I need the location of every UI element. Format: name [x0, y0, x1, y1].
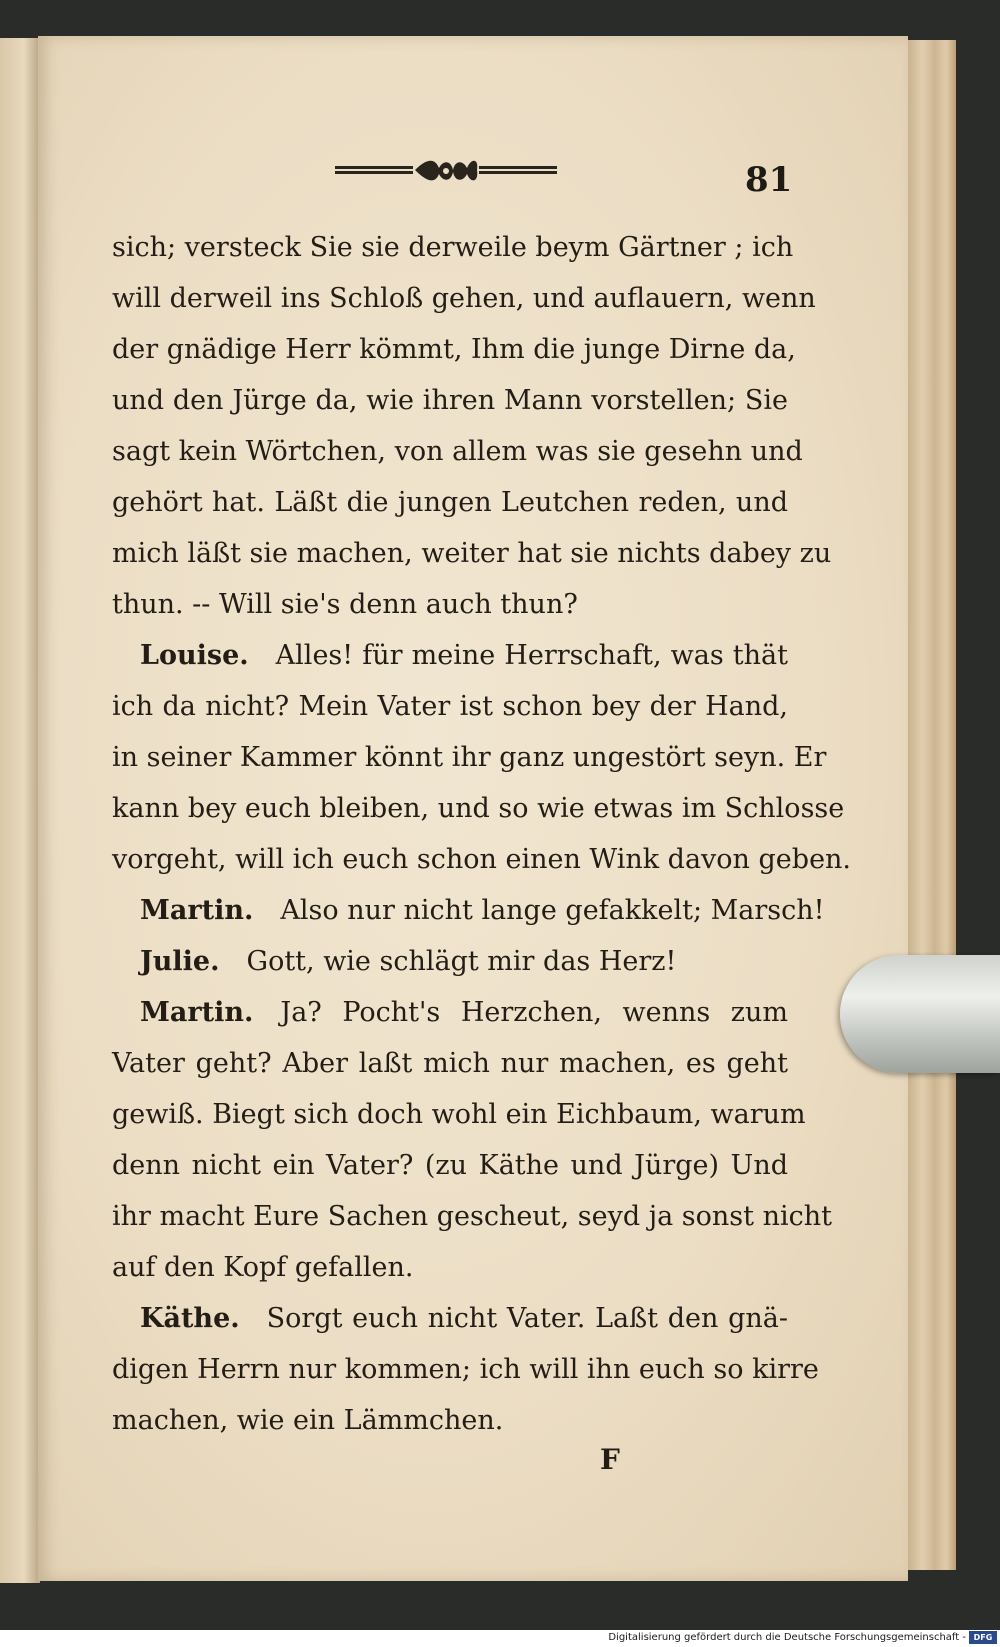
text-line [112, 1395, 788, 1446]
footer-credit: Digitalisierung gefördert durch die Deutsche Forschungsgemeinschaft - [608, 1632, 966, 1643]
text-line [112, 579, 788, 630]
text-line [112, 273, 816, 324]
line-text: auf den Kopf gefallen. [112, 1252, 414, 1283]
text-line [112, 1344, 819, 1395]
page-number: 81 [745, 160, 793, 200]
line-text: thun. -- Will sie's denn auch thun? [112, 589, 578, 620]
line-text: und den Jürge da, wie ihren Mann vorstellen; Sie [112, 385, 788, 416]
speaker-name: Louise. [140, 640, 276, 671]
line-text: mich läßt sie machen, weiter hat sie nichts dabey zu [112, 538, 832, 569]
line-text: gewiß. Biegt sich doch wohl ein Eichbaum, warum [112, 1099, 806, 1130]
page-clip [840, 955, 1000, 1073]
dfg-logo: DFG [969, 1631, 997, 1644]
speaker-name: Käthe. [140, 1303, 267, 1334]
line-text: sagt kein Wörtchen, von allem was sie gesehn und [112, 436, 803, 467]
text-line [112, 477, 788, 528]
text-line [112, 1140, 788, 1191]
text-line [112, 426, 803, 477]
text-line [112, 528, 832, 579]
text-line [112, 1293, 788, 1344]
text-line [112, 885, 825, 936]
line-text: ich da nicht? Mein Vater ist schon bey der Hand, [112, 691, 788, 722]
line-text: sich; versteck Sie sie derweile beym Gärtner ; ich [112, 232, 794, 263]
page-edges [908, 40, 956, 1570]
line-text: Also nur nicht lange gefakkelt; Marsch! [280, 895, 825, 926]
line-text: Alles! für meine Herrschaft, was thät [275, 640, 788, 671]
text-line [112, 375, 788, 426]
text-line [112, 732, 827, 783]
line-text: vorgeht, will ich euch schon einen Wink davon geben. [112, 844, 852, 875]
text-line [112, 630, 788, 681]
text-line [112, 783, 845, 834]
line-text: digen Herrn nur kommen; ich will ihn euch so kirre [112, 1354, 819, 1385]
text-line [112, 987, 788, 1038]
text-line [112, 1242, 788, 1293]
text-line [112, 1191, 832, 1242]
speaker-name: Julie. [140, 946, 247, 977]
text-line [112, 936, 788, 987]
text-line [112, 681, 788, 732]
line-text: denn nicht ein Vater? (zu Käthe und Jürge) Und [112, 1150, 788, 1181]
line-text: der gnädige Herr kömmt, Ihm die junge Dirne da, [112, 334, 796, 365]
page-text [112, 222, 852, 1446]
line-text: Gott, wie schlägt mir das Herz! [246, 946, 677, 977]
text-line [112, 1038, 788, 1089]
line-text: Sorgt euch nicht Vater. Laßt den gnä- [266, 1303, 788, 1334]
text-line [112, 222, 794, 273]
text-line [112, 324, 796, 375]
line-text: in seiner Kammer könnt ihr ganz ungestört seyn. Er [112, 742, 827, 773]
left-page-edge [0, 38, 40, 1583]
line-text: machen, wie ein Lämmchen. [112, 1405, 504, 1436]
signature-mark: F [600, 1443, 620, 1476]
line-text: Ja? Pocht's Herzchen, wenns zum [280, 997, 788, 1028]
decorative-rule [335, 156, 557, 186]
line-text: kann bey euch bleiben, und so wie etwas im Schlosse [112, 793, 845, 824]
line-text: will derweil ins Schloß gehen, und auflauern, wenn [112, 283, 816, 314]
line-text: Vater geht? Aber laßt mich nur machen, es geht [112, 1048, 788, 1079]
text-line [112, 1089, 806, 1140]
speaker-name: Martin. [140, 997, 281, 1028]
line-text: ihr macht Eure Sachen gescheut, seyd ja sonst nicht [112, 1201, 832, 1232]
speaker-name: Martin. [140, 895, 281, 926]
text-line [112, 834, 852, 885]
line-text: gehört hat. Läßt die jungen Leutchen reden, und [112, 487, 788, 518]
